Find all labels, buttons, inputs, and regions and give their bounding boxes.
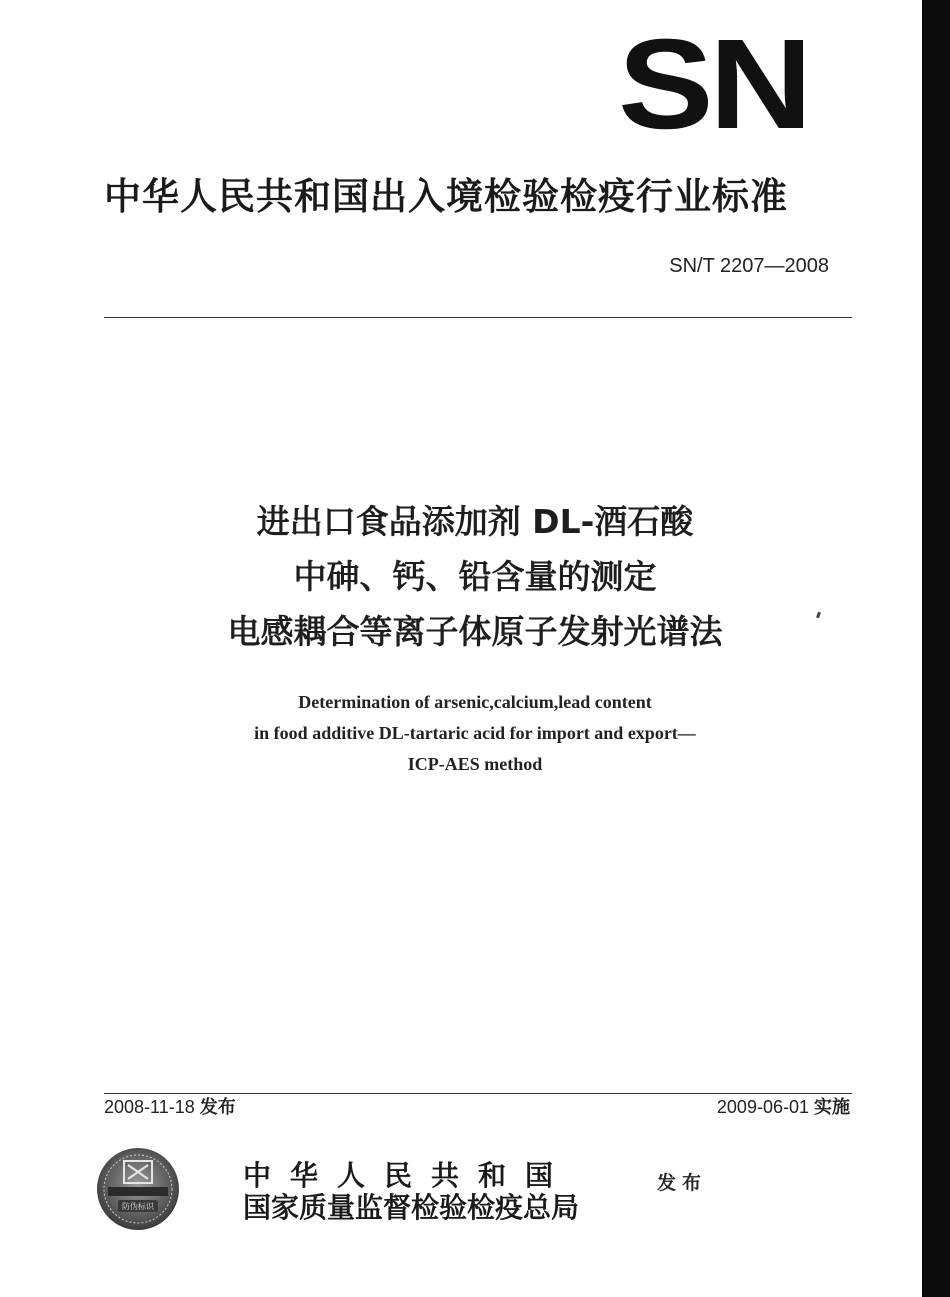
english-title-line-3: ICP-AES method [407, 754, 543, 774]
chinese-title-line-3: 电感耦合等离子体原子发射光谱法 [227, 612, 723, 651]
effective-date-value: 2009-06-01 [716, 1097, 809, 1117]
issue-date-value: 2008-11-18 [104, 1097, 195, 1117]
english-title [0, 687, 950, 780]
seal-center-text: 防伪标识 [122, 1202, 154, 1211]
issuer-line-2: 国家质量监督检验检疫总局 [243, 1191, 580, 1224]
chinese-title-line-2: 中砷、钙、铅含量的测定 [293, 557, 657, 596]
sn-logo: SN [618, 13, 809, 156]
issuer-action-label: 发布 [657, 1172, 708, 1194]
issuer-line-1: 中华人民共和国 [243, 1159, 573, 1192]
english-title-line-1: Determination of arsenic,calcium,lead content [298, 692, 652, 712]
anti-counterfeit-seal-icon [96, 1147, 180, 1231]
issue-date-label: 发布 [199, 1097, 236, 1118]
chinese-title-line-1: 进出口食品添加剂 DL-酒石酸 [256, 502, 694, 541]
top-divider [104, 317, 852, 318]
issue-date [104, 1093, 236, 1119]
effective-date-label: 实施 [814, 1097, 850, 1118]
english-title-line-2: in food additive DL-tartaric acid for import and export— [254, 723, 696, 743]
chinese-title [0, 494, 950, 659]
effective-date [717, 1093, 850, 1119]
issuing-authority-heading: 中华人民共和国出入境检验检疫行业标准 [104, 175, 788, 218]
standard-number: SN/T 2207—2008 [669, 255, 829, 277]
